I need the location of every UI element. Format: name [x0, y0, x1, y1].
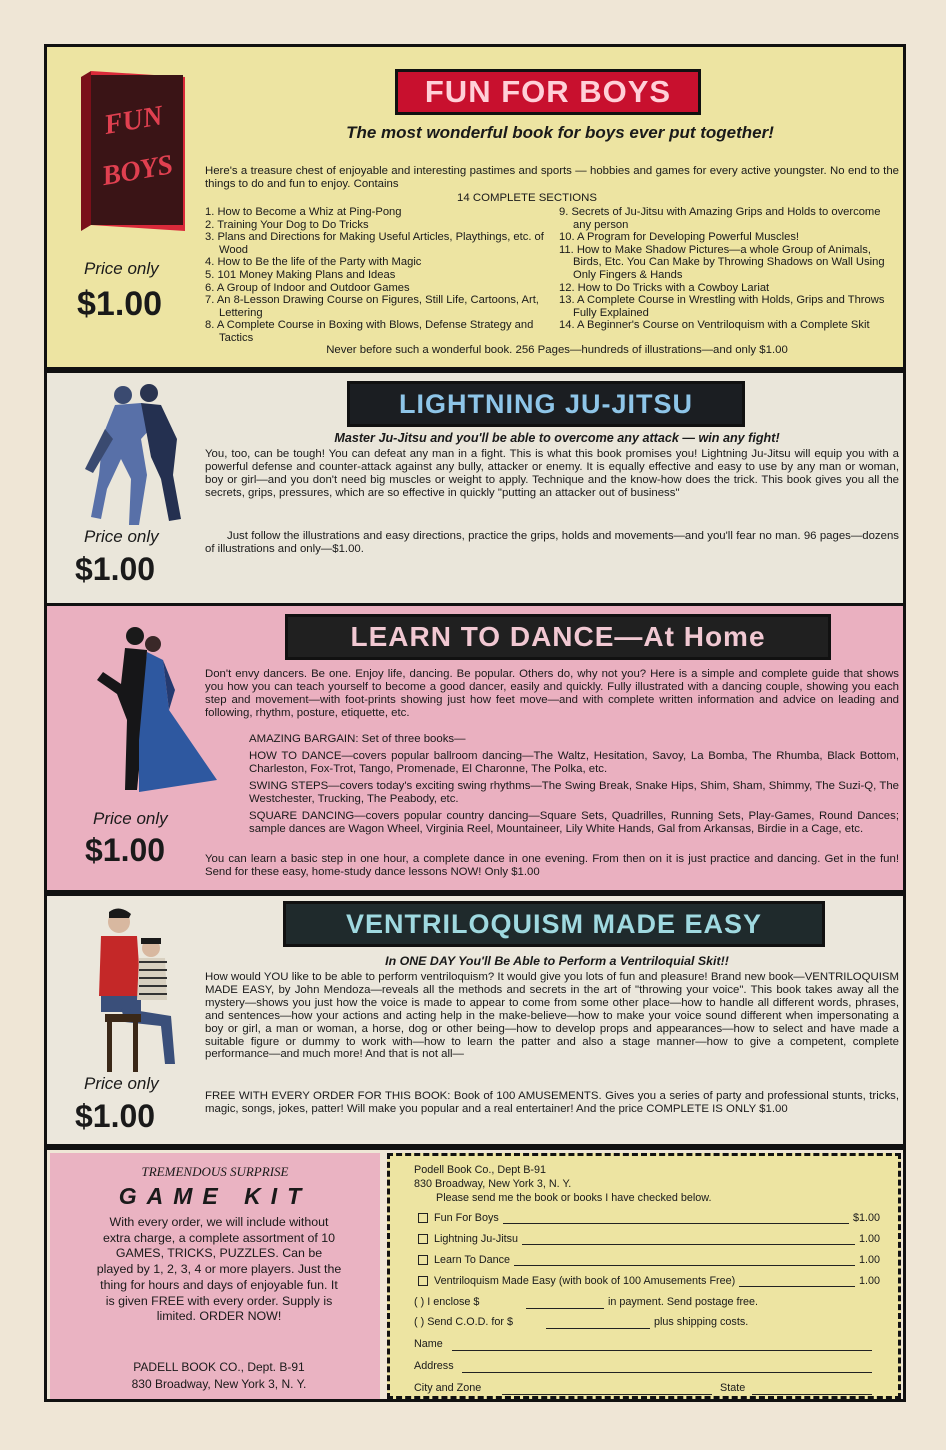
price-value	[85, 832, 165, 869]
order-area	[44, 1147, 906, 1402]
jujitsu-section	[44, 370, 906, 606]
price-text: $1.00	[77, 285, 163, 323]
contents-item: 10. A Program for Developing Powerful Muscles!	[559, 231, 800, 244]
dance-book-square-dancing: SQUARE DANCING—covers popular country dancing—Square Sets, Quadrilles, Running Sets, Play-Games, Round Dances; sample dances are Wagon Wheel, Virginia Reel, Mountaineer, Lily White Hands, Gal from Arkansas, Birdie in a Cage, etc.	[249, 810, 899, 835]
order-item-row	[418, 1212, 499, 1224]
fun-for-boys-book-illustration	[81, 71, 185, 231]
order-item-price: 1.00	[858, 1233, 880, 1245]
contents-item: 5. 101 Money Making Plans and Ideas	[205, 268, 396, 281]
contents-item: 7. An 8-Lesson Drawing Course on Figures, Still Life, Cartoons, Art, Lettering	[205, 294, 539, 319]
price-label: Price only	[84, 1074, 159, 1093]
ventriloquism-free-offer: FREE WITH EVERY ORDER FOR THIS BOOK: Book of 100 AMUSEMENTS. Gives you a series of party and professional stunts, tricks, magic, songs, jokes, patter! Will make you popular and a real entertainer! And the price COMPLETE IS ONLY $1.00	[205, 1090, 899, 1115]
contents-item: 9. Secrets of Ju-Jitsu with Amazing Grips and Holds to overcome any person	[559, 206, 881, 231]
sections-heading: 14 COMPLETE SECTIONS	[457, 192, 597, 204]
order-item-row	[418, 1254, 510, 1266]
cod-prefix: ( ) Send C.O.D. for $	[414, 1316, 514, 1328]
contents-item: 2. Training Your Dog to Do Tricks	[205, 218, 369, 231]
name-field[interactable]	[452, 1350, 872, 1351]
order-item-label: Ventriloquism Made Easy (with book of 100 Amusements Free)	[434, 1275, 736, 1287]
price-text: $1.00	[85, 832, 166, 868]
order-item-row	[418, 1275, 735, 1287]
fun-for-boys-footer: Never before such a wonderful book. 256 Pages—hundreds of illustrations—and only $1.00	[326, 344, 788, 356]
contents-item: 3. Plans and Directions for Making Useful Articles, Playthings, etc. of Wood	[205, 231, 544, 256]
contents-item: 1. How to Become a Whiz at Ping-Pong	[205, 206, 402, 218]
ventriloquism-section	[44, 893, 906, 1147]
fun-for-boys-subtitle: The most wonderful book for boys ever put together!	[346, 123, 774, 142]
contents-item: 12. How to Do Tricks with a Cowboy Lariat	[559, 281, 770, 294]
name-label: Name	[414, 1338, 443, 1350]
order-item-leader	[522, 1244, 855, 1245]
jujitsu-body: You, too, can be tough! You can defeat any man in a fight. This is what this book promises you! Lightning Ju-Jitsu will equip you with a powerful defense and counter-attack against any bully, attacker or enemy. It is equally effective and easy to use by any man or woman, boy or girl—and you don't need big muscles or weight to apply. Technique and the know-how does the trick. This book gives you all the secrets, grips, pressures, which are so effective in quickly "putting an attacker out of business"	[205, 448, 899, 499]
state-label: State	[720, 1382, 746, 1394]
enclose-line	[414, 1296, 479, 1308]
order-form	[387, 1153, 901, 1399]
contents-item: 8. A Complete Course in Boxing with Blows, Defense Strategy and Tactics	[205, 319, 534, 344]
order-item-leader	[514, 1265, 855, 1266]
dance-book-swing-steps: SWING STEPS—covers today's exciting swing rhythms—The Swing Break, Snake Hips, Shim, Sham, Shimmy, The Suzi-Q, The Westchester, Trucking, The Peabody, etc.	[249, 780, 899, 805]
jujitsu-fighters-illustration	[81, 379, 191, 527]
order-item-leader	[739, 1286, 855, 1287]
svg-text:BOYS: BOYS	[99, 149, 176, 193]
order-item-label: Fun For Boys	[434, 1212, 499, 1224]
contents-item: 4. How to Be the life of the Party with Magic	[205, 256, 422, 269]
jujitsu-title: LIGHTNING JU-JITSU	[347, 381, 745, 427]
enclose-prefix: ( ) I enclose $	[414, 1296, 480, 1308]
address-field[interactable]	[462, 1372, 872, 1373]
game-kit-panel	[50, 1153, 380, 1399]
order-item-price: $1.00	[852, 1212, 880, 1224]
fun-for-boys-list-right	[559, 206, 901, 332]
order-instruction: Please send me the book or books I have checked below.	[436, 1192, 712, 1204]
order-item-checkbox[interactable]	[418, 1234, 428, 1244]
order-item-label: Lightning Ju-Jitsu	[434, 1233, 519, 1245]
state-field[interactable]	[752, 1394, 872, 1395]
contents-item: 11. How to Make Shadow Pictures—a whole Group of Animals, Birds, Etc. You Can Make by Throwing Shadows on Wall Using Only Fingers & Hands	[559, 243, 885, 281]
ventriloquism-body: How would YOU like to be able to perform ventriloquism? It would give you lots of fun and pleasure! Brand new book—VENTRILOQUISM MADE EASY, by John Mendoza—reveals all the methods and secrets in the art of "throwing your voice". This book takes away all the mystery—shows you just how the voice is made to appear to come from some other place—how to handle all different words, phrases, and sentences—how your actions and acting help in the make-believe—how to make your voice sound different when impersonating a boy or girl, a man or woman, a horse, dog or other being—how to develop props and appearances—how to select and have made a suitable figure or dummy to work with—how to learn the patter and also a stage manner—how to give a competent, complete performance—and much more! And that is not all—	[205, 971, 899, 1061]
address-label: Address	[414, 1360, 454, 1372]
game-kit-address1: PADELL BOOK CO., Dept. B-91	[133, 1360, 305, 1374]
order-item-price: 1.00	[858, 1254, 880, 1266]
city-field[interactable]	[502, 1394, 712, 1395]
contents-item: 14. A Beginner's Course on Ventriloquism with a Complete Skit	[559, 319, 870, 332]
ventriloquism-subtitle: In ONE DAY You'll Be Able to Perform a Ventriloquial Skit!!	[385, 954, 729, 968]
cod-suffix: plus shipping costs.	[654, 1316, 749, 1328]
cod-line	[414, 1316, 513, 1328]
dance-book-how-to-dance: HOW TO DANCE—covers popular ballroom dancing—The Waltz, Hesitation, Savoy, La Bomba, The Rhumba, Black Bottom, Charleston, Fox-Trot, Tango, Promenade, El Charonne, The Polka, etc.	[249, 750, 899, 775]
cod-amount-field[interactable]	[546, 1328, 650, 1329]
enclose-suffix: in payment. Send postage free.	[608, 1296, 759, 1308]
fun-for-boys-title: FUN FOR BOYS	[395, 69, 701, 115]
fun-for-boys-list-left	[205, 206, 545, 345]
contents-item: 13. A Complete Course in Wrestling with Holds, Grips and Throws Fully Explained	[559, 294, 885, 319]
price-value	[75, 551, 155, 588]
dance-closing: You can learn a basic step in one hour, a complete dance in one evening. From then on it is just practice and dancing. Get in the fun! Send for these easy, home-study dance lessons NOW! Only $1.00	[205, 853, 899, 878]
dance-title: LEARN TO DANCE—At Home	[285, 614, 831, 660]
order-item-checkbox[interactable]	[418, 1276, 428, 1286]
dance-section	[44, 603, 906, 893]
ventriloquist-illustration	[81, 904, 191, 1074]
order-item-checkbox[interactable]	[418, 1213, 428, 1223]
game-kit-body: With every order, we will include without extra charge, a complete assortment of 10 GAMES, TRICKS, PUZZLES. Can be played by 1, 2, 3, 4 or more players. Just the thing for hours and days of enjoyable fun. It is given FREE with every order. Supply is limited. ORDER NOW!	[96, 1215, 342, 1324]
game-kit-kicker: TREMENDOUS SURPRISE	[141, 1164, 289, 1179]
price-text: $1.00	[75, 551, 156, 587]
price-label: Price only	[93, 809, 168, 828]
dance-bargain: AMAZING BARGAIN: Set of three books—	[249, 733, 466, 745]
jujitsu-closing: Just follow the illustrations and easy directions, practice the grips, holds and movements—and you'll fear no man. 96 pages—dozens of illustrations and only—$1.00.	[205, 530, 899, 555]
price-label: Price only	[84, 527, 159, 546]
city-label: City and Zone	[414, 1382, 482, 1394]
dance-intro: Don't envy dancers. Be one. Enjoy life, dancing. Be popular. Others do, why not you? Here is a simple and complete guide that shows you how you can teach yourself to become a good dancer, easily and quickly. Fully illustrated with a dancing couple, showing you each step and movement—with foot-prints showing just how feet move—and with complete written information and advice on leading and following, rhythm, posture, etiquette, etc.	[205, 668, 899, 719]
price-label: Price only	[84, 259, 159, 278]
price-value	[75, 1098, 155, 1135]
order-item-label: Learn To Dance	[434, 1254, 511, 1266]
game-kit-address2: 830 Broadway, New York 3, N. Y.	[131, 1377, 307, 1391]
jujitsu-subtitle: Master Ju-Jitsu and you'll be able to overcome any attack — win any fight!	[334, 431, 780, 445]
order-item-row	[418, 1233, 518, 1245]
order-item-checkbox[interactable]	[418, 1255, 428, 1265]
enclose-amount-field[interactable]	[526, 1308, 604, 1309]
fun-for-boys-section	[44, 44, 906, 370]
fun-for-boys-intro: Here's a treasure chest of enjoyable and interesting pastimes and sports — hobbies and games for every active youngster. No end to the things to do and fun to enjoy. Contains	[205, 165, 899, 190]
order-item-leader	[503, 1223, 849, 1224]
order-address: 830 Broadway, New York 3, N. Y.	[414, 1178, 572, 1190]
svg-text:FUN: FUN	[101, 100, 166, 142]
dancing-couple-illustration	[77, 620, 219, 798]
price-value	[77, 285, 162, 324]
order-company: Podell Book Co., Dept B-91	[414, 1164, 547, 1176]
price-text: $1.00	[75, 1098, 156, 1134]
ventriloquism-title: VENTRILOQUISM MADE EASY	[283, 901, 825, 947]
order-item-price: 1.00	[858, 1275, 880, 1287]
contents-item: 6. A Group of Indoor and Outdoor Games	[205, 281, 410, 294]
game-kit-title: GAME KIT	[118, 1183, 312, 1209]
